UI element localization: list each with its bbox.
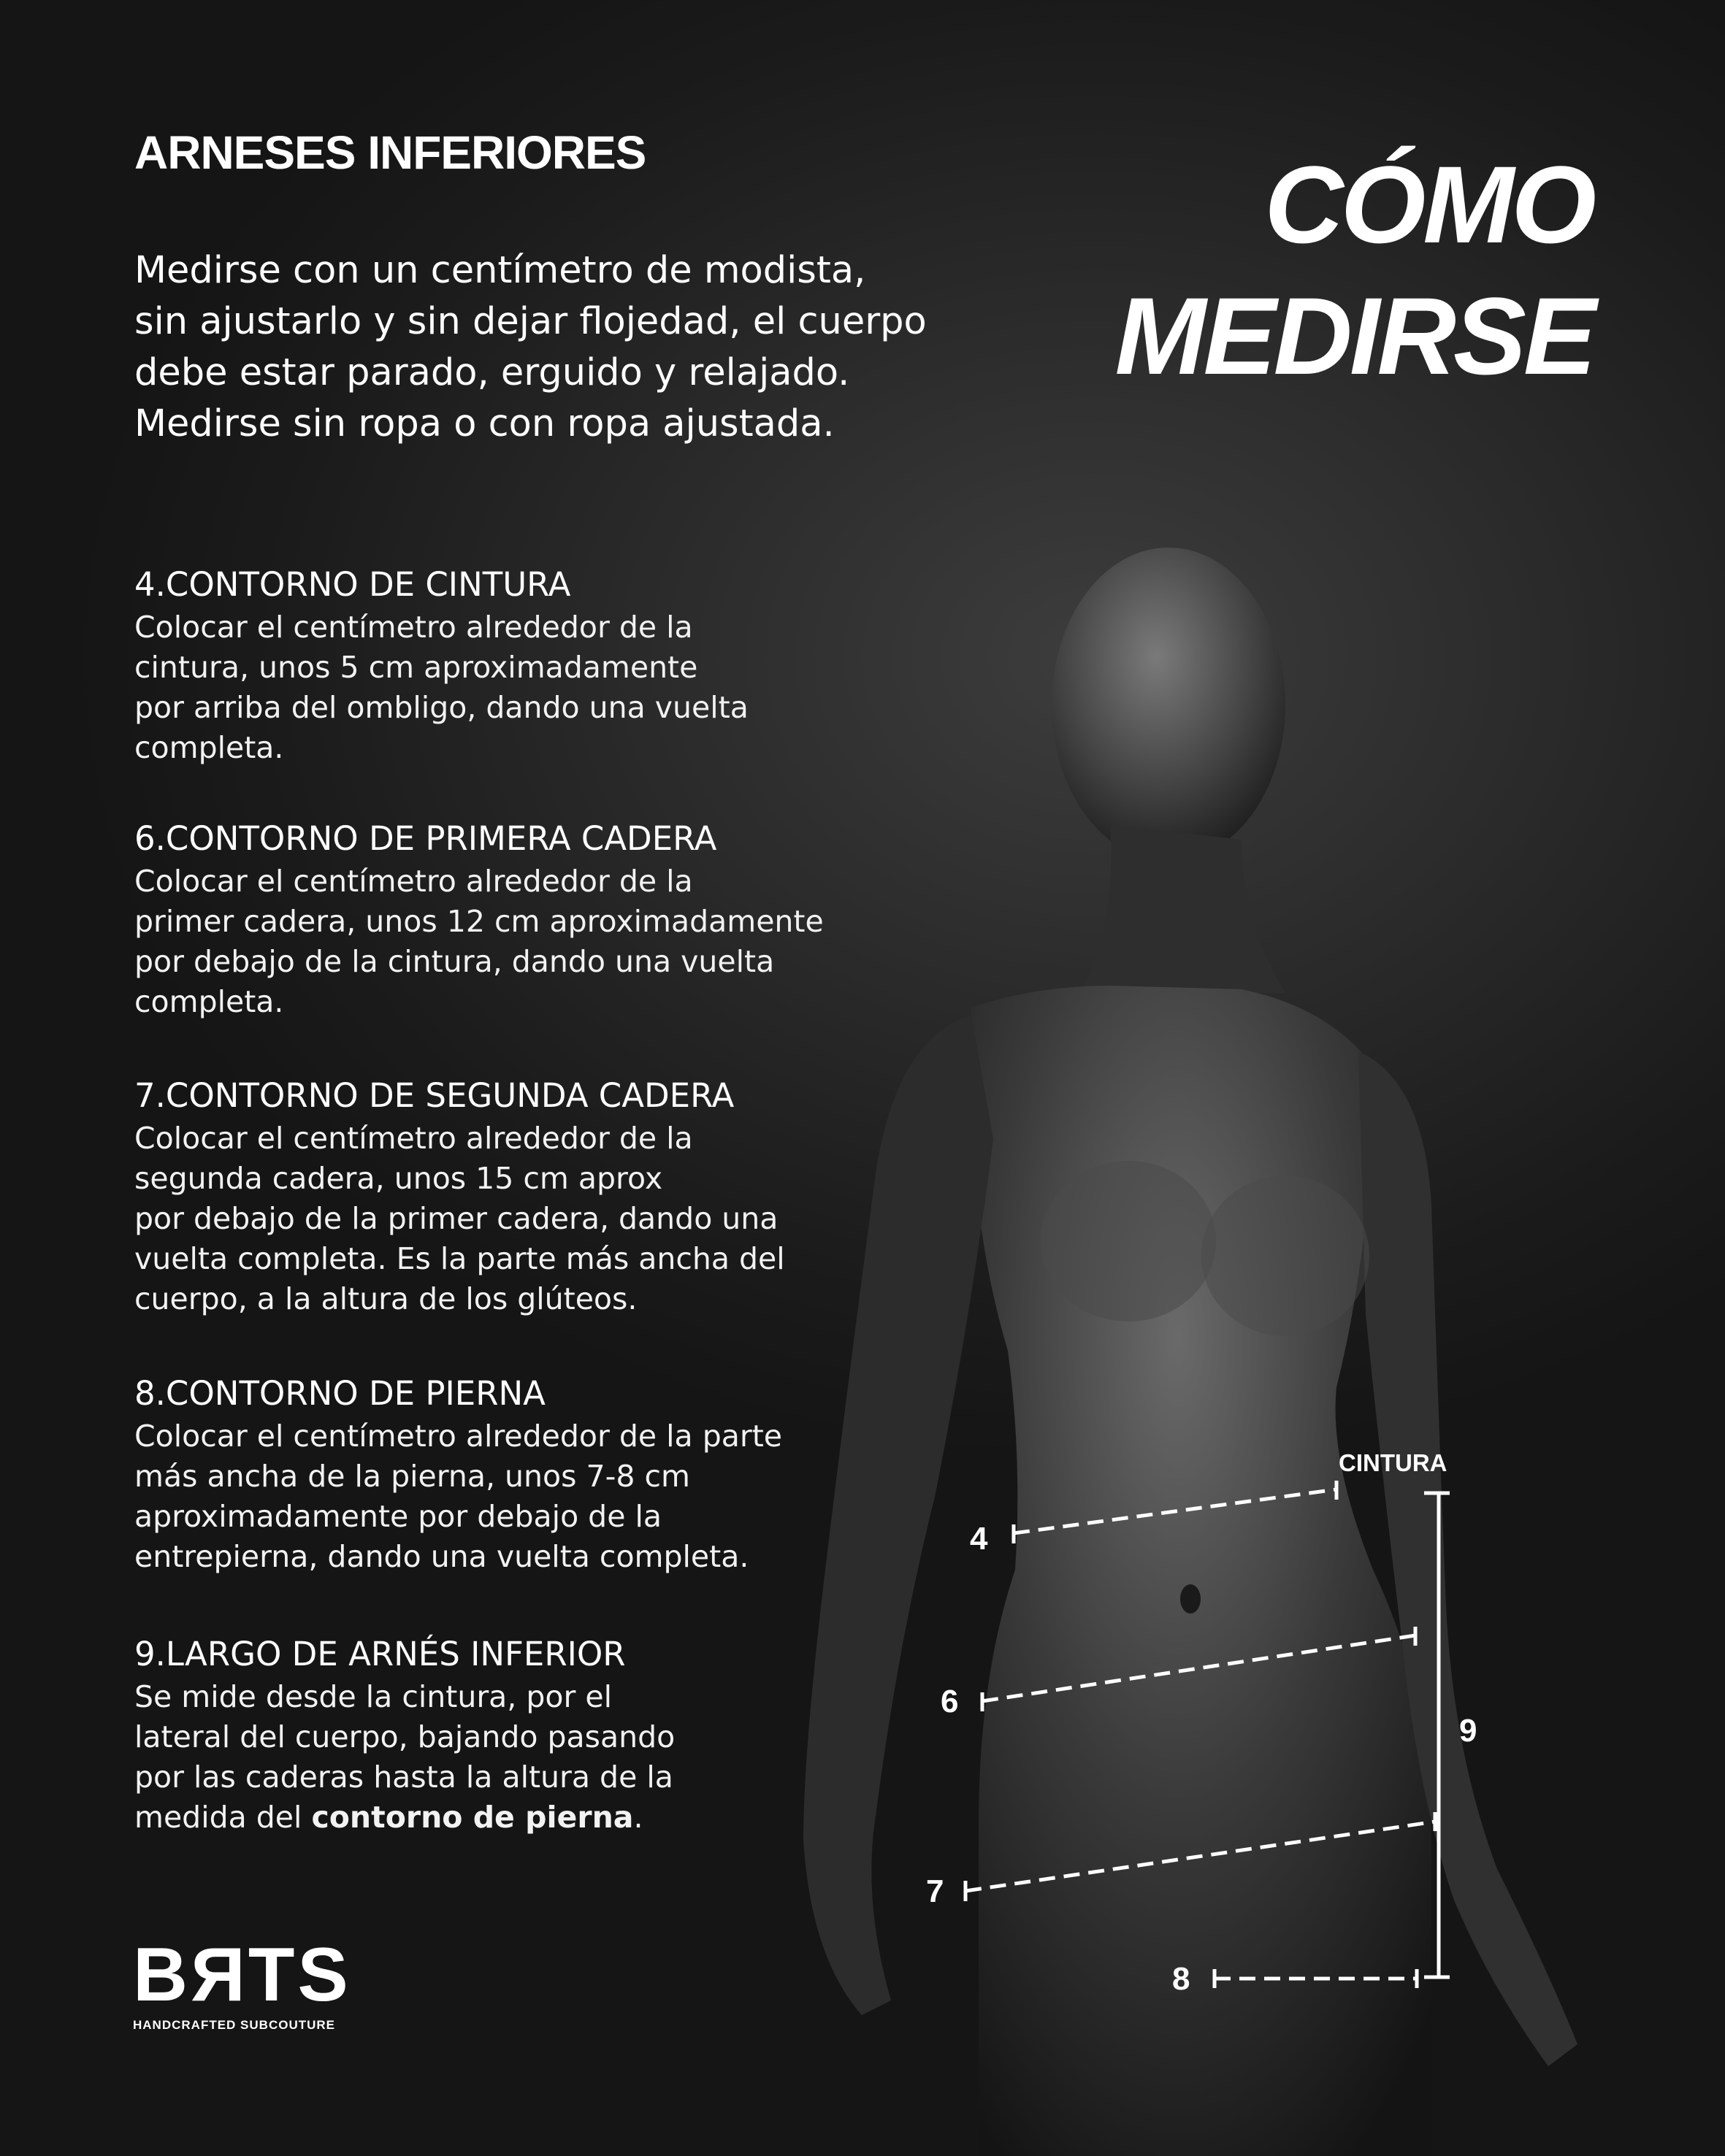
label-measure-7: 7	[926, 1873, 944, 1909]
section-waist	[134, 562, 749, 768]
intro-line: Medirse con un centímetro de modista,	[134, 249, 866, 292]
body-line: entrepierna, dando una vuelta completa.	[134, 1539, 749, 1574]
intro-line: sin ajustarlo y sin dejar flojedad, el cuerpo	[134, 300, 927, 343]
section-body	[134, 862, 824, 1022]
section-first-hip	[134, 816, 824, 1022]
intro-line: Medirse sin ropa o con ropa ajustada.	[134, 402, 835, 445]
mannequin-head	[1052, 548, 1285, 862]
body-line: segunda cadera, unos 15 cm aprox	[134, 1161, 663, 1196]
section-title: 7.CONTORNO DE SEGUNDA CADERA	[134, 1076, 735, 1115]
page-title	[1115, 139, 1594, 402]
body-line: Colocar el centímetro alrededor de la	[134, 864, 693, 899]
section-title: 4.CONTORNO DE CINTURA	[134, 565, 571, 604]
intro-line: debe estar parado, erguido y relajado.	[134, 351, 850, 394]
label-measure-4: 4	[970, 1521, 988, 1557]
body-line: por arriba del ombligo, dando una vuelta	[134, 690, 749, 725]
body-line: más ancha de la pierna, unos 7-8 cm	[134, 1459, 690, 1494]
body-line: vuelta completa. Es la parte más ancha del	[134, 1241, 785, 1276]
section-title: 6.CONTORNO DE PRIMERA CADERA	[134, 819, 717, 858]
body-line: por debajo de la primer cadera, dando una	[134, 1201, 779, 1236]
body-line: lateral del cuerpo, bajando pasando	[134, 1719, 676, 1754]
logo-tagline: HANDCRAFTED SUBCOUTURE	[133, 2018, 335, 2032]
body-line: cintura, unos 5 cm aproximadamente	[134, 650, 698, 685]
body-line: aproximadamente por debajo de la	[134, 1499, 662, 1534]
label-measure-8: 8	[1172, 1961, 1190, 1997]
body-line: primer cadera, unos 12 cm aproximadamente	[134, 904, 824, 939]
body-line: por las caderas hasta la altura de la	[134, 1760, 673, 1795]
body-line: Se mide desde la cintura, por el	[134, 1679, 612, 1714]
body-line-suffix: .	[633, 1800, 643, 1835]
title-line-1: CÓMO	[1264, 143, 1594, 266]
mannequin-chest-right	[1201, 1175, 1369, 1336]
body-line: completa.	[134, 730, 284, 765]
section-second-hip	[134, 1073, 785, 1319]
label-measure-6: 6	[941, 1684, 959, 1719]
body-line: cuerpo, a la altura de los glúteos.	[134, 1281, 638, 1316]
body-line: Colocar el centímetro alrededor de la	[134, 1121, 693, 1156]
mannequin-chest-left	[1041, 1161, 1216, 1321]
section-title: 9.LARGO DE ARNÉS INFERIOR	[134, 1635, 626, 1673]
section-title: 8.CONTORNO DE PIERNA	[134, 1374, 546, 1413]
section-leg	[134, 1371, 782, 1577]
mannequin-navel	[1180, 1584, 1201, 1614]
title-line-2: MEDIRSE	[1114, 275, 1594, 397]
body-line: por debajo de la cintura, dando una vuelta	[134, 944, 775, 979]
brand-logo	[133, 1935, 351, 2033]
label-measure-9: 9	[1459, 1713, 1477, 1749]
intro-text	[134, 245, 996, 450]
page-subtitle: ARNESES INFERIORES	[134, 126, 646, 179]
section-body	[134, 1119, 785, 1319]
mannequin-neck	[1081, 825, 1285, 993]
section-body	[134, 1416, 782, 1577]
body-line: Colocar el centímetro alrededor de la parte	[134, 1419, 783, 1454]
mannequin-arm-left	[803, 1015, 993, 2015]
body-line-bold: contorno de pierna	[311, 1800, 634, 1835]
body-line-prefix: medida del	[134, 1800, 312, 1835]
section-body	[134, 1677, 675, 1838]
label-cintura: CINTURA	[1339, 1449, 1447, 1476]
body-line: Colocar el centímetro alrededor de la	[134, 610, 693, 645]
section-harness-length	[134, 1632, 675, 1838]
logo-wordmark: BЯTS	[133, 1933, 351, 2017]
body-line: completa.	[134, 984, 284, 1019]
section-body	[134, 607, 749, 768]
